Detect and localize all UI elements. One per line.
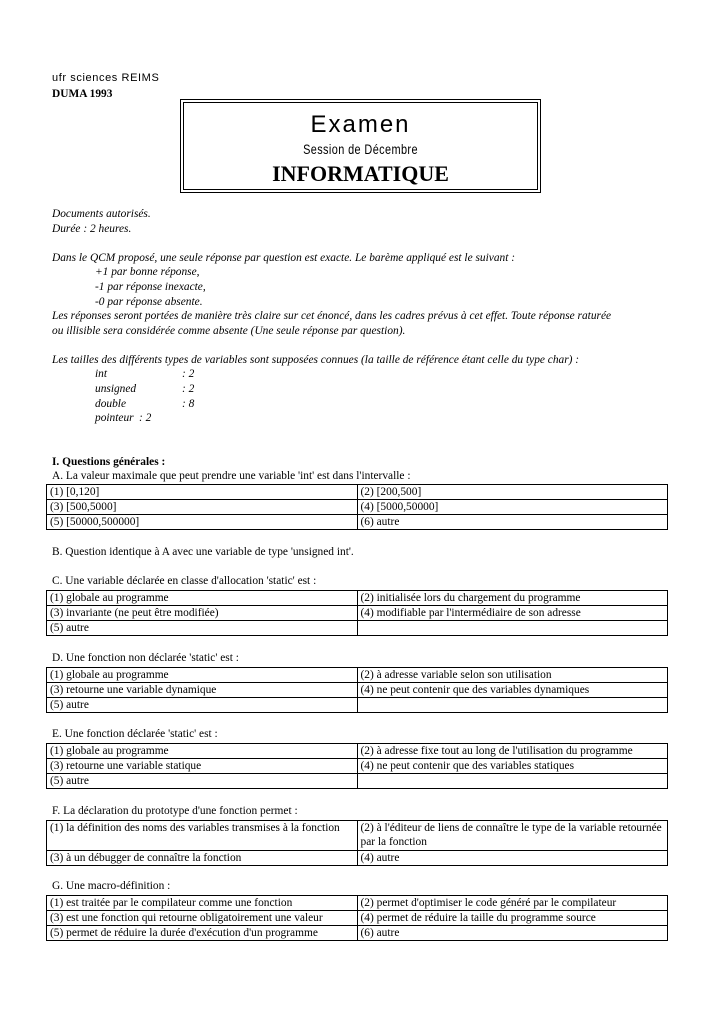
answer-table-a [46,484,668,530]
table-row [47,759,668,774]
answer-cell[interactable]: (4) [5000,50000] [357,500,668,515]
documents-note: Documents autorisés. [52,208,151,220]
type-size: : 2 [139,412,152,424]
answer-cell[interactable]: (1) globale au programme [47,668,358,683]
qcm-instructions: Dans le QCM proposé, une seule réponse par question est exacte. Le barème appliqué est le suivant : [52,252,516,264]
question-b: B. Question identique à A avec une variable de type 'unsigned int'. [52,546,354,558]
rules-line-2: ou illisible sera considérée comme absente (Une seule réponse par question). [52,325,406,337]
answer-cell[interactable]: (3) invariante (ne peut être modifiée) [47,606,358,621]
table-row [47,485,668,500]
table-row [47,606,668,621]
table-row [47,896,668,911]
course-label: DUMA 1993 [52,88,113,100]
table-row [47,683,668,698]
answer-cell[interactable]: (3) à un débugger de connaître la fonction [47,851,358,866]
question-g: G. Une macro-définition : [52,880,171,892]
type-size: : 2 [182,383,195,395]
answer-cell[interactable]: (2) [200,500] [357,485,668,500]
table-row [47,500,668,515]
question-c: C. Une variable déclarée en classe d'allocation 'static' est : [52,575,317,587]
answer-cell[interactable]: (4) permet de réduire la taille du programme source [357,911,668,926]
exam-title: Examen [310,111,411,138]
table-row [47,821,668,851]
duration-note: Durée : 2 heures. [52,223,132,235]
title-box [183,102,538,190]
bareme-item: -0 par réponse absente. [95,296,203,308]
answer-cell[interactable] [357,621,668,636]
answer-cell[interactable] [357,774,668,789]
table-row [47,851,668,866]
question-a: A. La valeur maximale que peut prendre une variable 'int' est dans l'intervalle : [52,470,411,482]
answer-cell[interactable]: (4) modifiable par l'intermédiaire de son adresse [357,606,668,621]
question-e: E. Une fonction déclarée 'static' est : [52,728,218,740]
answer-cell[interactable]: (1) la définition des noms des variables transmises à la fonction [47,821,358,851]
answer-cell[interactable] [357,698,668,713]
type-name: int [95,368,108,380]
bareme-item: -1 par réponse inexacte, [95,281,206,293]
table-row [47,774,668,789]
answer-cell[interactable]: (3) [500,5000] [47,500,358,515]
answer-cell[interactable]: (6) autre [357,515,668,530]
answer-cell[interactable]: (2) à adresse variable selon son utilisation [357,668,668,683]
answer-cell[interactable]: (1) globale au programme [47,591,358,606]
answer-cell[interactable]: (4) ne peut contenir que des variables dynamiques [357,683,668,698]
answer-cell[interactable]: (3) est une fonction qui retourne obligatoirement une valeur [47,911,358,926]
table-row [47,744,668,759]
sizes-intro: Les tailles des différents types de variables sont supposées connues (la taille de référence étant celle du type char) : [52,354,580,366]
answer-table-e [46,743,668,789]
answer-cell[interactable]: (2) à l'éditeur de liens de connaître le type de la variable retournée par la fonction [357,821,668,851]
answer-table-f [46,820,668,866]
answer-cell[interactable]: (1) globale au programme [47,744,358,759]
answer-cell[interactable]: (1) est traitée par le compilateur comme une fonction [47,896,358,911]
table-row [47,621,668,636]
type-size: : 8 [182,398,195,410]
answer-cell[interactable]: (6) autre [357,926,668,941]
answer-cell[interactable]: (5) [50000,500000] [47,515,358,530]
answer-cell[interactable]: (2) initialisée lors du chargement du programme [357,591,668,606]
bareme-item: +1 par bonne réponse, [95,266,200,278]
answer-table-g [46,895,668,941]
table-row [47,515,668,530]
table-row [47,911,668,926]
table-row [47,698,668,713]
subject-title: INFORMATIQUE [272,161,449,186]
university-label: ufr sciences REIMS [52,72,160,84]
answer-cell[interactable]: (4) autre [357,851,668,866]
answer-table-d [46,667,668,713]
answer-cell[interactable]: (5) autre [47,774,358,789]
answer-cell[interactable]: (5) permet de réduire la durée d'exécution d'un programme [47,926,358,941]
answer-cell[interactable]: (2) à adresse fixe tout au long de l'utilisation du programme [357,744,668,759]
answer-cell[interactable]: (4) ne peut contenir que des variables statiques [357,759,668,774]
type-name: double [95,398,127,410]
answer-cell[interactable]: (5) autre [47,621,358,636]
type-name: pointeur [95,412,134,424]
answer-cell[interactable]: (3) retourne une variable dynamique [47,683,358,698]
answer-table-c [46,590,668,636]
question-d: D. Une fonction non déclarée 'static' est : [52,652,239,664]
answer-cell[interactable]: (1) [0,120] [47,485,358,500]
type-size: : 2 [182,368,195,380]
question-f: F. La déclaration du prototype d'une fonction permet : [52,805,298,817]
session-subtitle: Session de Décembre [303,141,418,157]
table-row [47,668,668,683]
answer-cell[interactable]: (3) retourne une variable statique [47,759,358,774]
table-row [47,591,668,606]
type-name: unsigned [95,383,137,395]
rules-line-1: Les réponses seront portées de manière très claire sur cet énoncé, dans les cadres prévus à cet effet. Toute réponse raturée [52,310,612,322]
answer-cell[interactable]: (5) autre [47,698,358,713]
section-title: I. Questions générales : [52,456,166,468]
answer-cell[interactable]: (2) permet d'optimiser le code généré par le compilateur [357,896,668,911]
table-row [47,926,668,941]
